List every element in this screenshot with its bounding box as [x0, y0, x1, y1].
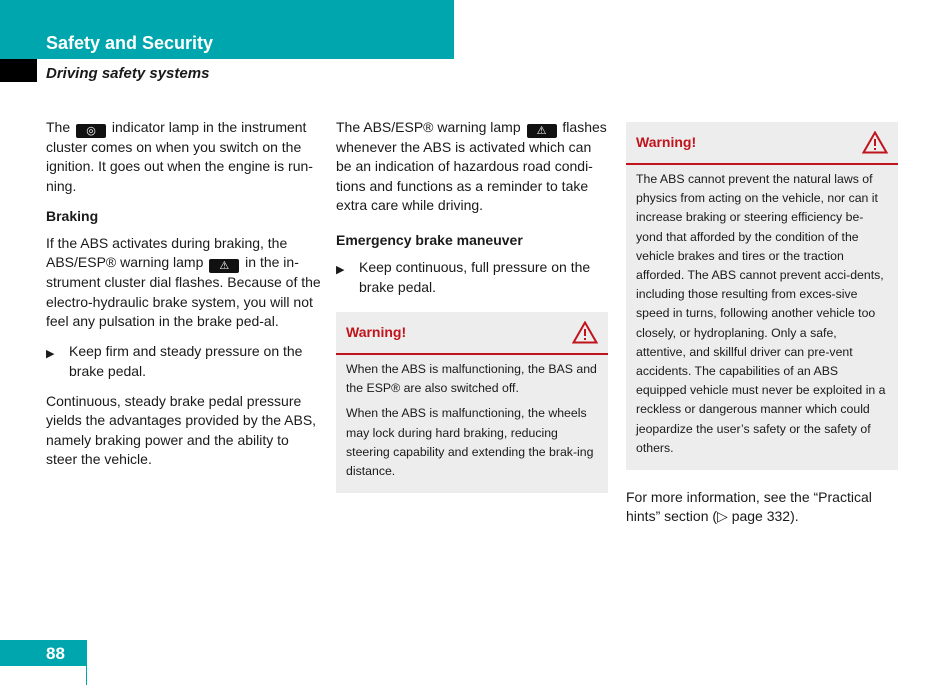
- subsection-title: Driving safety systems: [46, 65, 210, 82]
- intro-paragraph: [46, 118, 321, 196]
- page-number-tab: [0, 640, 87, 665]
- warning-title: Warning!: [346, 323, 407, 340]
- warning-title: Warning!: [636, 133, 697, 150]
- column-1: [46, 118, 321, 480]
- section-marker: [0, 59, 37, 82]
- intro-text-start: The: [46, 119, 71, 135]
- column-3: [626, 122, 898, 538]
- warning-triangle-icon: [572, 321, 598, 344]
- warning-header: [626, 122, 898, 165]
- warning-box: [626, 122, 898, 470]
- page-number: 88: [46, 644, 65, 663]
- section-title: Safety and Security: [46, 33, 214, 53]
- lamp-paragraph: [336, 118, 608, 215]
- warning-box: [336, 312, 608, 493]
- bullet-text: Keep firm and steady pressure on the brake pedal.: [69, 343, 303, 379]
- warning-body: [336, 355, 608, 493]
- triangle-bullet-icon: ▶: [336, 264, 345, 277]
- warning-triangle-icon: [862, 131, 888, 154]
- more-info-paragraph: For more information, see the “Practical hints” section (▷ page 332).: [626, 489, 872, 525]
- warning-paragraph: When the ABS is malfunctioning, the wheels may lock during hard braking, reducing steering capability and extending the brak-ing distance.: [346, 406, 594, 479]
- emergency-heading: Emergency brake maneuver: [336, 232, 523, 249]
- bullet-item: [46, 342, 321, 381]
- warning-triangle-icon: ⚠: [209, 259, 239, 273]
- warning-body: [626, 165, 898, 470]
- lamp-text-end: flashes whenever the ABS is activated which can be an indication of hazardous road condi-tions and functions as a reminder to take extra care while driving.: [336, 119, 607, 213]
- intro-text-end: indicator lamp in the instrument cluster comes on when you switch on the ignition. It goes out when the engine is run-ning.: [46, 119, 313, 194]
- page-tab-outline: [0, 665, 87, 685]
- braking-text-end: in the in-strument cluster dial flashes. Because of the electro-hydraulic brake system, you will not feel any pulsation in the brake ped-al.: [46, 254, 321, 330]
- braking-text-start: If the ABS activates during braking, the ABS/ESP® warning lamp: [46, 235, 288, 271]
- warning-paragraph: The ABS cannot prevent the natural laws of physics from acting on the vehicle, nor can it increase braking or steering efficiency be-yond that afforded by the condition of the vehicle brakes and tires or the traction afforded. The ABS cannot prevent acci-dents, including those resulting from exces-sive speed in turns, following another vehicle too closely, or hydroplaning. Only a safe, attentive, and skillful driver can pre-vent accidents. The capabilities of an ABS equipped vehicle must never be exploited in a reckless or dangerous manner which could jeopardize the user’s safety or the safety of others.: [636, 172, 886, 455]
- bullet-text: Keep continuous, full pressure on the brake pedal.: [359, 259, 591, 295]
- bullet-item: [336, 258, 608, 297]
- lamp-text-start: The ABS/ESP® warning lamp: [336, 119, 521, 135]
- closing-paragraph: Continuous, steady brake pedal pressure yields the advantages provided by the ABS, namely braking power and the ability to steer the vehicle.: [46, 392, 317, 467]
- braking-paragraph: [46, 234, 321, 331]
- triangle-bullet-icon: ▶: [46, 348, 55, 361]
- abs-indicator-icon: ◎: [76, 124, 106, 138]
- braking-heading: Braking: [46, 207, 99, 224]
- warning-triangle-icon: ⚠: [527, 124, 557, 138]
- warning-header: [336, 312, 608, 355]
- column-2: [336, 118, 608, 493]
- warning-paragraph: When the ABS is malfunctioning, the BAS and the ESP® are also switched off.: [346, 362, 597, 396]
